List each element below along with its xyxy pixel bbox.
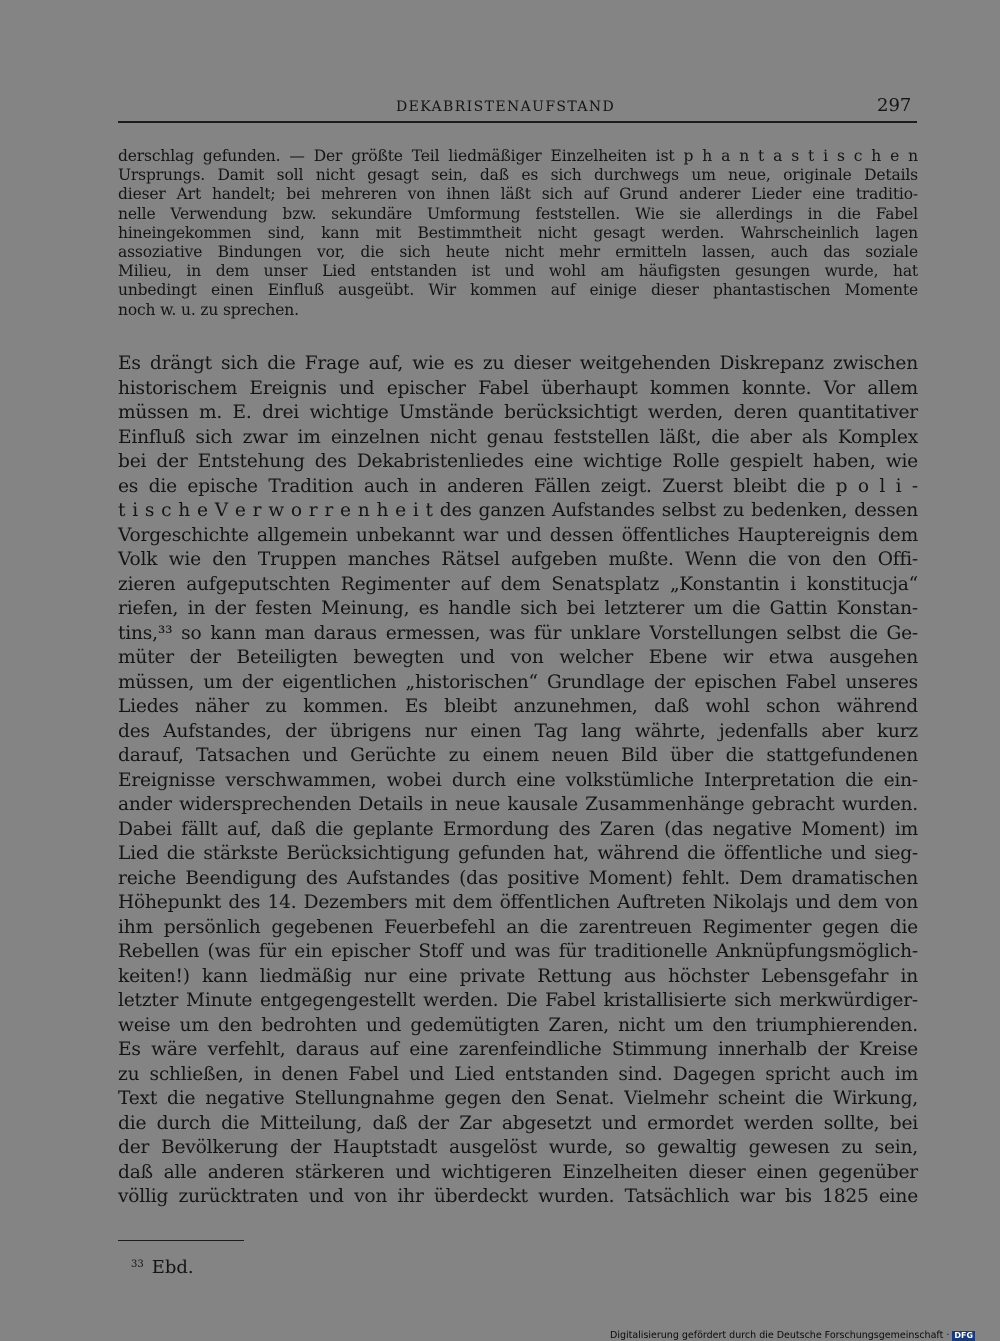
footnote-rule (118, 1240, 244, 1241)
main-line: ander widersprechenden Details in neue kausale Zusammenhänge gebracht wurden. (118, 794, 918, 815)
intro-line: assoziative Bindungen vor, die sich heute nicht mehr ermitteln lassen, auch das soziale (118, 242, 918, 261)
main-line: Dabei fällt auf, daß die geplante Ermordung des Zaren (das negative Moment) im (118, 818, 918, 840)
main-line: Text die negative Stellungnahme gegen den Senat. Vielmehr scheint die Wirkung, (118, 1088, 918, 1109)
intro-line: nelle Verwendung bzw. sekundäre Umformung feststellen. Wie sie allerdings in die Fabel (118, 204, 918, 223)
main-paragraph (118, 352, 918, 1210)
main-line: des Aufstandes, der übrigens nur einen Tag lang währte, jedenfalls aber kurz (118, 720, 918, 742)
funding-note (610, 1330, 975, 1341)
main-line: es die epische Tradition auch in anderen Fällen zeigt. Zuerst bleibt die p o l i - (118, 475, 918, 497)
main-line: Volk wie den Truppen manches Rätsel aufgeben mußte. Wenn die von den Offi- (118, 549, 918, 570)
main-line: müssen m. E. drei wichtige Umstände berücksichtigt werden, deren quantitativer (118, 402, 918, 423)
running-header-title: DEKABRISTENAUFSTAND (396, 99, 616, 115)
intro-line: dieser Art handelt; bei mehreren von ihnen läßt sich auf Grund anderer Lieder eine traditio- (118, 185, 918, 204)
main-line: völlig zurücktraten und von ihr überdeckt wurden. Tatsächlich war bis 1825 eine (118, 1186, 918, 1207)
main-line: Es drängt sich die Frage auf, wie es zu dieser weitgehenden Diskrepanz zwischen (118, 353, 918, 374)
main-line: müter der Beteiligten bewegten und von welcher Ebene wir etwa ausgehen (118, 647, 918, 668)
intro-line: Milieu, in dem unser Lied entstanden ist und wohl am häufigsten gesungen wurde, hat (118, 262, 918, 281)
main-line: zu schließen, in denen Fabel und Lied entstanden sind. Dagegen spricht auch im (118, 1063, 918, 1085)
main-line: müssen, um der eigentlichen „historischen“ Grundlage der epischen Fabel unseres (118, 671, 918, 693)
main-line: Lied die stärkste Berücksichtigung gefunden hat, während die öffentliche und sieg- (118, 843, 918, 864)
main-line: historischem Ereignis und epischer Fabel überhaupt kommen konnte. Vor allem (118, 377, 918, 399)
page-number: 297 (877, 95, 912, 116)
main-line: Höhepunkt des 14. Dezembers mit dem öffentlichen Auftreten Nikolajs und dem von (118, 892, 918, 913)
main-line: letzter Minute entgegengestellt werden. Die Fabel kristallisierte sich merkwürdiger- (118, 990, 918, 1011)
main-line: Ereignisse verschwammen, wobei durch eine volkstümliche Interpretation die ein- (118, 769, 918, 791)
main-line: daß alle anderen stärkeren und wichtigeren Einzelheiten dieser einen gegenüber (118, 1161, 918, 1183)
dfg-logo-icon: DFG (954, 1330, 974, 1340)
main-line: t i s c h e V e r w o r r e n h e i t des ganzen Aufstandes selbst zu bedenken, dessen (118, 500, 918, 521)
funding-note-text: Digitalisierung gefördert durch die Deutsche Forschungsgemeinschaft · (610, 1330, 950, 1341)
main-line: die durch die Mitteilung, daß der Zar abgesetzt und ermordet werden sollte, bei (118, 1112, 918, 1134)
intro-line: Ursprungs. Damit soll nicht gesagt sein, daß es sich durchwegs um neue, originale Details (118, 166, 918, 185)
main-line: Es wäre verfehlt, daraus auf eine zarenfeindliche Stimmung innerhalb der Kreise (118, 1039, 918, 1060)
main-line: der Bevölkerung der Hauptstadt ausgelöst wurde, so gewaltig gewesen zu sein, (118, 1137, 918, 1158)
main-line: bei der Entstehung des Dekabristenliedes eine wichtige Rolle gespielt haben, wie (118, 451, 918, 472)
footnote-text: Ebd. (151, 1257, 194, 1278)
main-line: weise um den bedrohten und gedemütigten Zaren, nicht um den triumphierenden. (118, 1014, 918, 1036)
intro-paragraph (118, 147, 918, 320)
intro-line: noch w. u. zu sprechen. (118, 300, 299, 319)
main-line: Einfluß sich zwar im einzelnen nicht genau feststellen läßt, die aber als Komplex (118, 426, 918, 448)
footnote-marker: 33 (131, 1259, 144, 1270)
main-line: Liedes näher zu kommen. Es bleibt anzunehmen, daß wohl schon während (118, 696, 918, 717)
intro-line: derschlag gefunden. — Der größte Teil liedmäßiger Einzelheiten ist p h a n t a s t i s c h e n (118, 147, 918, 165)
main-line: keiten!) kann liedmäßig nur eine private Rettung aus höchster Lebensgefahr in (118, 965, 918, 987)
main-line: reiche Beendigung des Aufstandes (das positive Moment) fehlt. Dem dramatischen (118, 867, 918, 889)
main-line: Vorgeschichte allgemein unbekannt war und dessen öffentliches Hauptereignis dem (118, 524, 918, 546)
footnote (131, 1257, 194, 1278)
main-line: tins,³³ so kann man daraus ermessen, was für unklare Vorstellungen selbst die Ge- (118, 622, 918, 644)
main-line: zieren aufgeputschten Regimenter auf dem Senatsplatz „Konstantin i konstitucja“ (118, 573, 918, 595)
intro-line: unbedingt einen Einfluß ausgeübt. Wir kommen auf einige dieser phantastischen Momente (118, 281, 918, 300)
main-line: darauf, Tatsachen und Gerüchte zu einem neuen Bild über die stattgefundenen (118, 745, 918, 766)
main-line: Rebellen (was für ein epischer Stoff und was für traditionelle Anknüpfungsmöglich- (118, 941, 918, 962)
header-rule (118, 121, 917, 123)
main-line: ihm persönlich gegebenen Feuerbefehl an die zarentreuen Regimenter gegen die (118, 916, 918, 938)
main-line: riefen, in der festen Meinung, es handle sich bei letzterer um die Gattin Konstan- (118, 598, 918, 619)
intro-line: hineingekommen sind, kann mit Bestimmtheit nicht gesagt werden. Wahrscheinlich lagen (118, 223, 918, 242)
